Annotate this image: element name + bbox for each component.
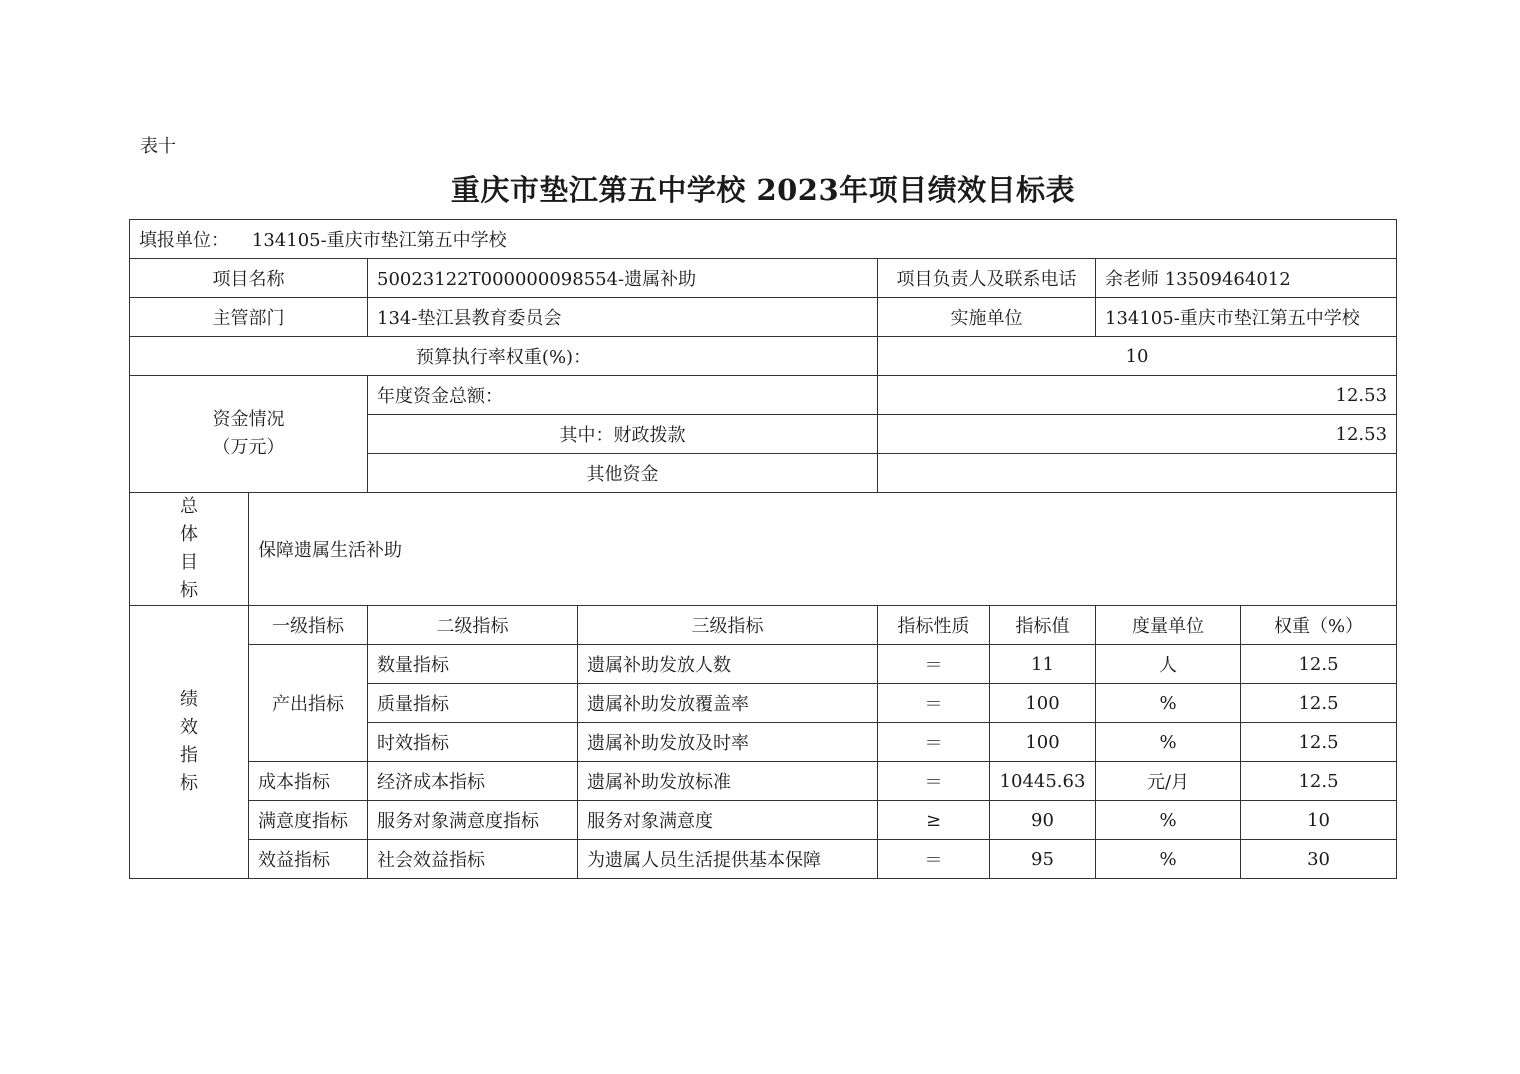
performance-indicators-char: 绩 — [180, 689, 198, 710]
level3-cell: 遗属补助发放及时率 — [578, 723, 878, 762]
weight-cell: 12.5 — [1241, 645, 1397, 684]
reporting-unit-row — [130, 220, 1397, 259]
reporting-unit-label: 填报单位： — [139, 230, 229, 251]
nature-cell: ＝ — [878, 684, 990, 723]
table-row — [130, 645, 1397, 684]
value-cell: 100 — [990, 684, 1096, 723]
department-label: 主管部门 — [130, 298, 368, 337]
level1-cell: 成本指标 — [249, 762, 368, 801]
budget-weight-row — [130, 337, 1397, 376]
value-cell: 95 — [990, 840, 1096, 879]
funds-other-value — [878, 454, 1397, 493]
unit-cell: % — [1096, 684, 1241, 723]
column-header-nature: 指标性质 — [878, 606, 990, 645]
level3-cell: 为遗属人员生活提供基本保障 — [578, 840, 878, 879]
column-header-unit: 度量单位 — [1096, 606, 1241, 645]
table-row — [130, 762, 1397, 801]
overall-goal-char: 总 — [180, 496, 198, 517]
value-cell: 10445.63 — [990, 762, 1096, 801]
contact-value: 余老师 13509464012 — [1096, 259, 1397, 298]
budget-weight-label: 预算执行率权重(%)： — [130, 337, 878, 376]
level1-output-indicator: 产出指标 — [249, 645, 368, 762]
overall-goal-row — [130, 493, 1397, 606]
unit-cell: % — [1096, 840, 1241, 879]
value-cell: 11 — [990, 645, 1096, 684]
nature-cell: ＝ — [878, 645, 990, 684]
value-cell: 100 — [990, 723, 1096, 762]
funds-other-label: 其他资金 — [368, 454, 878, 493]
performance-indicators-char: 效 — [180, 717, 198, 738]
value-cell: 90 — [990, 801, 1096, 840]
level3-cell: 遗属补助发放覆盖率 — [578, 684, 878, 723]
page-title: 重庆市垫江第五中学校 2023年项目绩效目标表 — [450, 173, 1076, 207]
overall-goal-char: 标 — [180, 580, 198, 601]
implementing-unit-value: 134105-重庆市垫江第五中学校 — [1096, 298, 1397, 337]
level3-cell: 遗属补助发放标准 — [578, 762, 878, 801]
weight-cell: 10 — [1241, 801, 1397, 840]
level1-cell: 满意度指标 — [249, 801, 368, 840]
funds-label — [130, 376, 368, 493]
column-header-value: 指标值 — [990, 606, 1096, 645]
overall-goal-text: 保障遗属生活补助 — [249, 493, 1397, 606]
reporting-unit-cell — [130, 220, 1397, 259]
funds-total-value: 12.53 — [878, 376, 1397, 415]
project-name-row — [130, 259, 1397, 298]
level2-cell: 质量指标 — [368, 684, 578, 723]
overall-goal-char: 体 — [180, 524, 198, 545]
contact-label: 项目负责人及联系电话 — [878, 259, 1096, 298]
performance-target-table — [129, 219, 1397, 879]
weight-cell: 12.5 — [1241, 684, 1397, 723]
funds-total-row — [130, 376, 1397, 415]
funds-total-label: 年度资金总额： — [368, 376, 878, 415]
column-header-level3: 三级指标 — [578, 606, 878, 645]
weight-cell: 12.5 — [1241, 723, 1397, 762]
indicator-header-row — [130, 606, 1397, 645]
nature-cell: ＝ — [878, 723, 990, 762]
column-header-weight: 权重（%） — [1241, 606, 1397, 645]
level2-cell: 数量指标 — [368, 645, 578, 684]
overall-goal-label — [130, 493, 249, 606]
table-row — [130, 801, 1397, 840]
table-number-label: 表十 — [140, 136, 176, 157]
table-row — [130, 840, 1397, 879]
implementing-unit-label: 实施单位 — [878, 298, 1096, 337]
unit-cell: % — [1096, 723, 1241, 762]
unit-cell: % — [1096, 801, 1241, 840]
department-row — [130, 298, 1397, 337]
weight-cell: 30 — [1241, 840, 1397, 879]
performance-indicators-char: 标 — [180, 773, 198, 794]
level2-cell: 经济成本指标 — [368, 762, 578, 801]
performance-indicators-char: 指 — [180, 745, 198, 766]
budget-weight-value: 10 — [878, 337, 1397, 376]
nature-cell: ＝ — [878, 762, 990, 801]
level3-cell: 遗属补助发放人数 — [578, 645, 878, 684]
project-name-value: 50023122T000000098554-遗属补助 — [368, 259, 878, 298]
unit-cell: 元/月 — [1096, 762, 1241, 801]
unit-cell: 人 — [1096, 645, 1241, 684]
department-value: 134-垫江县教育委员会 — [368, 298, 878, 337]
funds-fiscal-value: 12.53 — [878, 415, 1397, 454]
column-header-level1: 一级指标 — [249, 606, 368, 645]
funds-fiscal-label: 其中：财政拨款 — [368, 415, 878, 454]
nature-cell: ＝ — [878, 840, 990, 879]
level2-cell: 社会效益指标 — [368, 840, 578, 879]
weight-cell: 12.5 — [1241, 762, 1397, 801]
performance-indicators-label — [130, 606, 249, 879]
project-name-label: 项目名称 — [130, 259, 368, 298]
level2-cell: 时效指标 — [368, 723, 578, 762]
overall-goal-char: 目 — [180, 552, 198, 573]
column-header-level2: 二级指标 — [368, 606, 578, 645]
nature-cell: ≥ — [878, 801, 990, 840]
level1-cell: 效益指标 — [249, 840, 368, 879]
funds-label-line1: 资金情况 — [212, 409, 285, 430]
reporting-unit-value: 134105-重庆市垫江第五中学校 — [251, 230, 507, 251]
level3-cell: 服务对象满意度 — [578, 801, 878, 840]
level2-cell: 服务对象满意度指标 — [368, 801, 578, 840]
funds-label-line2: （万元） — [212, 437, 285, 458]
